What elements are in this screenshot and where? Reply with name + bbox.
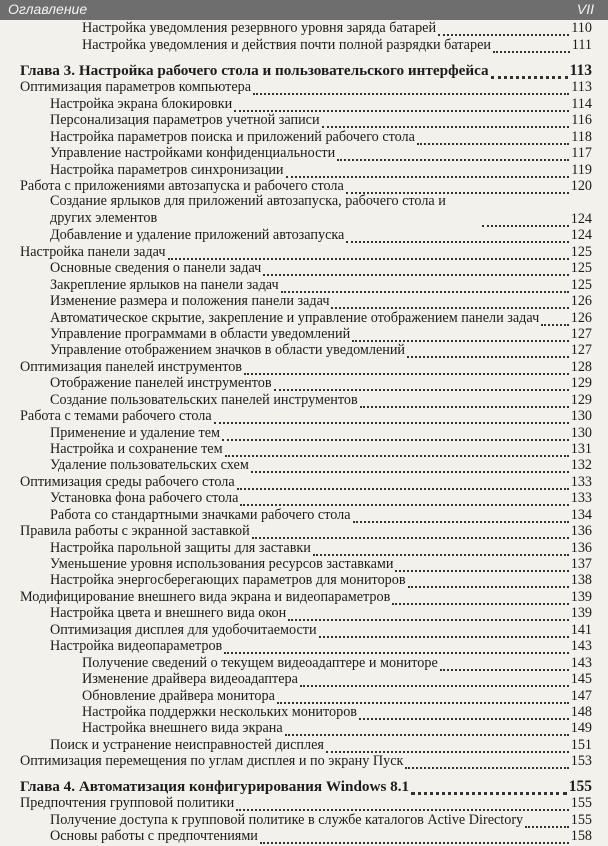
toc-entry-page: 130 [570,408,592,424]
toc-entry-title: Автоматическое скрытие, закрепление и управление отображением панели задач [50,310,540,326]
toc-entry [82,37,592,53]
toc-entry-page: 127 [570,342,592,358]
toc-entry-title: Настройка видеопараметров [50,638,223,654]
toc-entry-title: Настройка параметров синхронизации [50,162,284,178]
toc-entry [50,112,592,128]
toc-entry [50,293,592,309]
toc-entry-page: 134 [570,507,592,523]
toc-leader-dots [286,164,570,178]
toc-entry-page: 136 [570,540,592,556]
toc-entry [50,342,592,358]
toc-entry-title: Оптимизация параметров компьютера [20,79,252,95]
toc-entry-title: Установка фона рабочего стола [50,490,239,506]
toc-leader-dots [411,780,567,795]
toc-entry [50,556,592,572]
toc-entry-page: 147 [570,688,592,704]
toc-entry-title: Получение сведений о текущем видеоадаптере и мониторе [82,655,438,671]
toc-entry-page: 143 [570,638,592,654]
toc-leader-dots [277,690,569,704]
toc-leader-dots [541,312,568,326]
toc-entry-page: 127 [570,326,592,342]
toc-entry [50,260,592,276]
toc-entry [20,753,592,769]
toc-entry-title: Глава 4. Автоматизация конфигурирования Windows 8.1 [20,778,410,795]
toc-entry-page: 128 [570,359,592,375]
toc-leader-dots [240,492,568,506]
toc-entry-page: 118 [571,129,592,145]
toc-entry [50,828,592,844]
toc-entry-page: 132 [570,457,592,473]
toc-leader-dots [352,328,569,342]
toc-entry-title: Добавление и удаление приложений автозапуска [50,227,345,243]
toc-leader-dots [224,640,568,654]
toc-entry-page: 124 [570,211,592,227]
toc-leader-dots [251,459,569,473]
toc-entry-title: Настройка энергосберегающих параметров для мониторов [50,572,406,588]
toc-leader-dots [405,755,568,769]
toc-leader-dots [407,344,569,358]
toc-entry-page: 125 [570,260,592,276]
toc-chapter-entry [20,779,592,795]
toc-entry-page: 126 [570,293,592,309]
toc-entry [50,162,592,178]
toc-leader-dots [417,131,569,145]
toc-entry-page: 111 [571,37,592,53]
toc-entry-page: 124 [570,227,592,243]
toc-entry-page: 114 [571,96,592,112]
toc-entry-title: Оптимизация панелей инструментов [20,359,242,375]
toc-entry-page: 141 [570,622,592,638]
toc-leader-dots [288,607,569,621]
toc-leader-dots [331,295,568,309]
toc-entry-page: 117 [571,145,592,161]
toc-entry [50,441,592,457]
toc-entry-page: 153 [570,753,592,769]
toc-entry [20,523,592,539]
toc-entry-page: 139 [570,589,592,605]
toc-entry-title: Оптимизация среды рабочего стола [20,474,235,490]
toc-leader-dots [274,377,569,391]
toc-leader-dots [281,279,569,293]
toc-entry-title: Применение и удаление тем [50,425,220,441]
toc-entry-page: 149 [570,720,592,736]
toc-entry-title: Настройка и сохранение тем [50,441,223,457]
toc-leader-dots [237,476,569,490]
toc-entry [20,79,592,95]
toc-entry [50,737,592,753]
toc-entry-page: 155 [570,795,592,811]
toc-entry-page: 151 [570,737,592,753]
toc-entry [50,490,592,506]
toc-entry-title: Управление отображением значков в области уведомлений [50,342,406,358]
toc-entry-title: Изменение размера и положения панели задач [50,293,330,309]
toc-leader-dots [392,591,568,605]
toc-leader-dots [359,706,569,720]
header-title: Оглавление [8,1,88,17]
toc-leader-dots [353,509,569,523]
toc-entry [50,277,592,293]
toc-leader-dots [234,98,569,112]
toc-entry-title: Создание ярлыков для приложений автозапуска, рабочего стола и других элементов [50,193,446,226]
toc-entry-page: 129 [570,392,592,408]
toc-entry [50,540,592,556]
toc-entry-page: 126 [570,310,592,326]
toc-leader-dots [360,394,569,408]
toc-entry-page: 158 [570,828,592,844]
toc-leader-dots [346,180,569,194]
toc-entry-title: Настройка внешнего вида экрана [82,720,283,736]
toc-entry-page: 155 [570,812,592,828]
toc-entry [82,704,592,720]
toc-leader-dots [252,525,569,539]
toc-entry [50,227,592,243]
toc-entry-page: 145 [570,671,592,687]
toc-entry-page: 125 [570,244,592,260]
toc-entry [82,688,592,704]
toc-entry-title: Закрепление ярлыков на панели задач [50,277,279,293]
toc-entry-title: Настройка парольной защиты для заставки [50,540,311,556]
toc-entry-title: Создание пользовательских панелей инструментов [50,392,358,408]
toc-leader-dots [225,443,569,457]
toc-entry [50,310,592,326]
toc-entry [50,193,592,227]
toc-entry-page: 155 [568,778,592,795]
toc-entry-page: 116 [571,112,592,128]
toc-entry-title: Настройка экрана блокировки [50,96,233,112]
toc-entry-title: Оптимизация дисплея для удобочитаемости [50,622,317,638]
toc-entry [50,375,592,391]
toc-leader-dots [222,427,569,441]
toc-entry [50,812,592,828]
toc-entry-title: Персонализация параметров учетной записи [50,112,320,128]
toc-entry [50,392,592,408]
toc-leader-dots [253,81,569,95]
toc-leader-dots [482,213,569,227]
toc-entry-page: 139 [570,605,592,621]
toc-entry [82,20,592,36]
toc-entry-page: 143 [570,655,592,671]
toc-entry-title: Настройка уведомления резервного уровня заряда батарей [82,20,437,36]
toc-leader-dots [322,114,570,128]
toc-leader-dots [337,147,569,161]
toc-entry [50,96,592,112]
toc-entry-page: 136 [570,523,592,539]
toc-leader-dots [525,814,569,828]
toc-entry-title: Настройка параметров поиска и приложений рабочего стола [50,129,415,145]
toc-entry-title: Получение доступа к групповой политике в службе каталогов Active Directory [50,812,524,828]
toc-entry-title: Предпочтения групповой политики [20,795,235,811]
toc-entry-title: Модифицирование внешнего вида экрана и видеопараметров [20,589,391,605]
toc-leader-dots [319,624,569,638]
toc-entry-page: 113 [571,79,592,95]
toc-leader-dots [300,673,569,687]
toc-entry-title: Работа с приложениями автозапуска и рабочего стола [20,178,344,194]
toc-entry [20,178,592,194]
toc-entry-title: Уменьшение уровня использования ресурсов заставками [50,556,394,572]
toc-entry-title: Поиск и устранение неисправностей дисплея [50,737,324,753]
toc-entry [50,425,592,441]
toc-leader-dots [440,657,569,671]
toc-entry-title: Настройка цвета и внешнего вида окон [50,605,287,621]
toc-entry [20,474,592,490]
toc-entry-title: Основы работы с предпочтениями [50,828,258,844]
toc-entry-title: Работа с темами рабочего стола [20,408,212,424]
toc-entry-title: Удаление пользовательских схем [50,457,249,473]
toc-entry [50,622,592,638]
toc-chapter-entry [20,63,592,79]
toc-leader-dots [395,558,568,572]
toc-entry-page: 133 [570,490,592,506]
toc-entry-title: Изменение драйвера видеоадаптера [82,671,298,687]
toc-entry-title: Настройка панели задач [20,244,166,260]
toc-leader-dots [408,574,569,588]
toc-entry [20,359,592,375]
toc-entry [20,244,592,260]
toc-entry-title: Работа со стандартными значками рабочего стола [50,507,351,523]
toc-entry-page: 110 [571,20,592,36]
toc-entry-page: 125 [570,277,592,293]
toc-leader-dots [236,797,568,811]
toc-entry-page: 130 [570,425,592,441]
toc-entry-page: 120 [570,178,592,194]
toc-entry [50,145,592,161]
toc-entry-page: 131 [570,441,592,457]
toc-entry-page: 129 [570,375,592,391]
toc-entry [50,507,592,523]
toc-leader-dots [438,22,569,36]
toc-entry-title: Основные сведения о панели задач [50,260,262,276]
toc-leader-dots [244,361,569,375]
toc-entry [20,795,592,811]
toc-entry-page: 133 [570,474,592,490]
toc-leader-dots [491,64,568,79]
toc-entry-title: Настройка поддержки нескольких мониторов [82,704,357,720]
toc-leader-dots [346,229,568,243]
toc-leader-dots [493,39,570,53]
toc-entry-page: 138 [570,572,592,588]
toc-entry [50,129,592,145]
toc-leader-dots [168,246,569,260]
toc-entry-title: Управление настройками конфиденциальности [50,145,336,161]
toc-entry [50,605,592,621]
toc-entry [50,326,592,342]
toc-entry [82,671,592,687]
toc-entry-page: 113 [569,62,592,79]
toc-leader-dots [326,739,569,753]
toc-leader-dots [214,410,569,424]
toc-leader-dots [285,722,569,736]
toc-entry [82,655,592,671]
toc-entry-page: 148 [570,704,592,720]
header-page-number: VII [576,1,594,17]
toc-entry-title: Правила работы с экранной заставкой [20,523,250,539]
toc-entry-title: Управление программами в области уведомлений [50,326,351,342]
toc-leader-dots [260,830,569,844]
toc-entry-page: 137 [570,556,592,572]
toc-entry [20,408,592,424]
toc-entry [50,457,592,473]
toc-entry-title: Оптимизация перемещения по углам дисплея и по экрану Пуск [20,753,404,769]
toc-entry [50,638,592,654]
toc-entry [82,720,592,736]
toc-entry-title: Настройка уведомления и действия почти полной разрядки батареи [82,37,491,53]
toc-leader-dots [263,262,568,276]
toc-entry-title: Обновление драйвера монитора [82,688,275,704]
toc-entry [20,589,592,605]
toc-entry-page: 119 [571,162,592,178]
toc-entry-title: Отображение панелей инструментов [50,375,272,391]
toc-entry [50,572,592,588]
toc-leader-dots [313,542,569,556]
toc-entry-title: Глава 3. Настройка рабочего стола и пользовательского интерфейса [20,62,489,79]
